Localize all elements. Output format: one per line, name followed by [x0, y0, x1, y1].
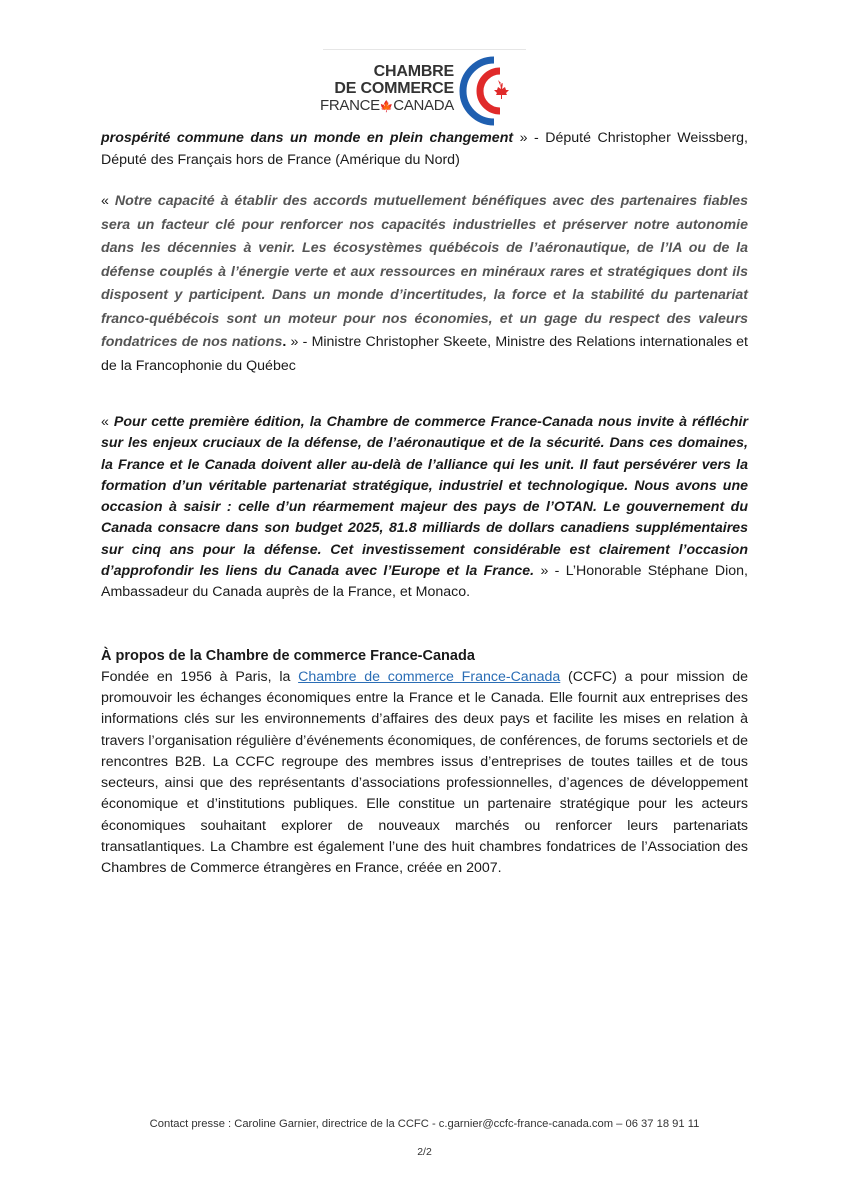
document-body	[101, 128, 748, 880]
about-heading: À propos de la Chambre de commerce France-Canada	[101, 647, 475, 664]
quote-skeete-attribution: » - Ministre Christopher Skeete, Ministre des Relations internationales et de la Francophonie du Québec	[101, 334, 748, 374]
quote-dion-text: Pour cette première édition, la Chambre de commerce France-Canada nous invite à réfléchir sur les enjeux cruciaux de la défense, de l’aéronautique et de la sécurité. Dans ces domaines, la France et le Canada doivent aller au-delà de l’alliance qui les unit. Il faut persévérer vers la formation d’un véritable partenariat stratégique, industriel et technologique. Nous avons une occasion à saisir : celle d’un réarmement majeur des pays de l’OTAN. Le gouvernement du Canada consacre dans son budget 2025, 81.8 milliards de dollars canadiens supplémentaires sur cinq ans pour la défense. Cet investissement considérable est clairement l’occasion d’approfondir les liens du Canada avec l’Europe et la France.	[101, 414, 748, 580]
about-body-text: (CCFC) a pour mission de promouvoir les échanges économiques entre la France et le Canada. Elle fournit aux entreprises des informations clés sur les environnements d’affaires des deux pays et facilite les mises en relation à travers l’organisation régulière d’événements économiques, de conférences, de forums sectoriels et de rencontres B2B. La CCFC regroupe des membres issus d’entreprises de toutes tailles et de tous secteurs, ainsi que des représentants d’associations professionnelles, d’agences de développement économique et d’institutions publiques. Elle constitue un partenaire stratégique pour les acteurs économiques souhaitant explorer de nouveaux marchés ou renforcer leurs partenariats transatlantiques. La Chambre est également l’une des huit chambres fondatrices de l’Association des Chambres de Commerce étrangères en France, créée en 2007.	[101, 668, 748, 877]
quote-skeete-period: .	[282, 334, 287, 350]
maple-leaf-icon: 🍁	[379, 101, 394, 113]
logo-france: FRANCE	[320, 97, 380, 114]
quote-skeete-text: Notre capacité à établir des accords mutuellement bénéfiques avec des partenaires fiables sera un facteur clé pour renforcer nos capacités industrielles et préserver notre autonomie dans les décennies à venir. Les écosystèmes québécois de l’aéronautique, de l’IA ou de la défense couplés à l’énergie verte et aux ressources en minéraux rares et stratégiques dont ils disposent y participent. Dans un monde d’incertitudes, la force et la stabilité du partenariat franco-québécois sont un moteur pour nos économies, et un gage du respect des valeurs fondatrices de nos nations	[101, 193, 748, 350]
about-intro: Fondée en 1956 à Paris, la	[101, 668, 299, 685]
ccfc-logo	[320, 56, 520, 126]
press-contact: Contact presse : Caroline Garnier, directrice de la CCFC - c.garnier@ccfc-france-canada.com – 06 37 18 91 11	[149, 1118, 700, 1130]
logo-line-france-canada	[320, 97, 454, 116]
quote-skeete	[101, 190, 748, 378]
open-guillemet: «	[101, 414, 114, 430]
logo-line-de-commerce: DE COMMERCE	[334, 80, 454, 97]
ccfc-link[interactable]: Chambre de commerce France-Canada	[298, 668, 561, 685]
logo-canada: CANADA	[393, 97, 454, 114]
ccfc-emblem-icon	[454, 56, 516, 126]
open-guillemet: «	[101, 193, 115, 209]
about-paragraph	[101, 667, 748, 880]
quote-weissberg-text: prospérité commune dans un monde en plein changement	[101, 130, 514, 146]
logo-wordmark	[320, 63, 454, 116]
page-number: 2/2	[417, 1146, 432, 1158]
logo-line-chambre: CHAMBRE	[373, 63, 454, 80]
header-divider	[323, 49, 526, 50]
quote-dion-attribution: » - L’Honorable Stéphane Dion, Ambassadeur du Canada auprès de la France, et Monaco.	[101, 563, 748, 601]
quote-weissberg-attribution: » - Député Christopher Weissberg, Député des Français hors de France (Amérique du Nord)	[101, 130, 749, 168]
quote-dion	[101, 412, 748, 604]
quote-weissberg	[101, 128, 748, 171]
